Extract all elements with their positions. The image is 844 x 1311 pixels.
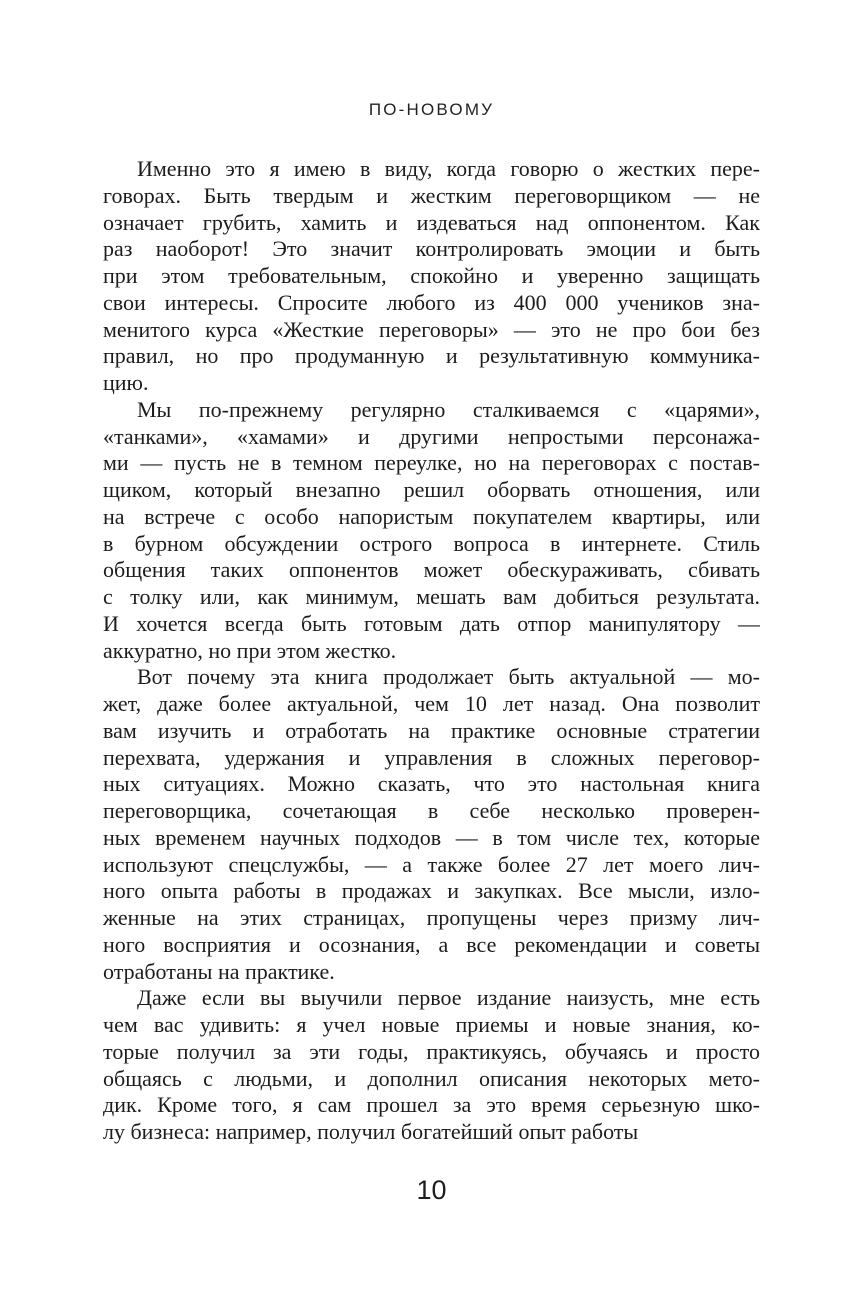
text-line: цию. bbox=[103, 370, 149, 395]
text-line: Вот почему эта книга продолжает быть актуальной — мо- bbox=[137, 664, 760, 690]
text-line: чем вас удивить: я учел новые приемы и новые знания, ко- bbox=[103, 1012, 760, 1037]
text-line: используют спецслужбы, — а также более 27 лет моего лич- bbox=[103, 851, 760, 877]
paragraph bbox=[103, 985, 760, 1146]
text-line: Мы по-прежнему регулярно сталкиваемся с «царями», bbox=[137, 396, 760, 422]
text-line: общения таких оппонентов может обескураживать, сбивать bbox=[103, 557, 760, 583]
running-header: ПО-НОВОМУ bbox=[368, 100, 495, 119]
text-line: общаясь с людьми, и дополнил описания некоторых мето- bbox=[103, 1065, 760, 1091]
text-line: ного опыта работы в продажах и закупках. Все мысли, изло- bbox=[103, 878, 760, 904]
text-line: Именно это я имею в виду, когда говорю о жестких пере- bbox=[137, 156, 760, 181]
text-line: с толку или, как минимум, мешать вам добиться результата. bbox=[103, 584, 760, 609]
text-line: ного восприятия и осознания, а все рекомендации и советы bbox=[103, 931, 760, 957]
text-line: при этом требовательным, спокойно и уверенно защищать bbox=[103, 263, 760, 288]
paragraph bbox=[103, 397, 760, 665]
text-line: вам изучить и отработать на практике основные стратегии bbox=[103, 717, 760, 743]
text-line: означает грубить, хамить и издеваться над оппонентом. Как bbox=[103, 209, 760, 235]
text-line: жет, даже более актуальной, чем 10 лет назад. Она позволит bbox=[103, 691, 760, 716]
text-line: женные на этих страницах, пропущены через призму лич- bbox=[103, 905, 760, 930]
paragraph bbox=[103, 156, 760, 397]
text-line: торые получил за эти годы, практикуясь, обучаясь и просто bbox=[103, 1038, 760, 1064]
text-line: И хочется всегда быть готовым дать отпор манипулятору — bbox=[103, 610, 760, 636]
text-line: говорах. Быть твердым и жестким переговорщиком — не bbox=[103, 182, 760, 208]
text-line: перехвата, удержания и управления в сложных переговор- bbox=[103, 744, 760, 770]
text-line: раз наоборот! Это значит контролировать эмоции и быть bbox=[103, 236, 760, 262]
text-line: «танками», «хамами» и другими непростыми персонажа- bbox=[103, 423, 760, 449]
text-line: отработаны на практике. bbox=[103, 958, 335, 984]
text-line: дик. Кроме того, я сам прошел за это время серьезную шко- bbox=[103, 1092, 760, 1118]
text-line: свои интересы. Спросите любого из 400 000 учеников зна- bbox=[103, 289, 760, 315]
paragraph bbox=[103, 664, 760, 985]
text-line: ных ситуациях. Можно сказать, что это настольная книга bbox=[103, 771, 760, 797]
page-body bbox=[103, 156, 760, 1146]
text-line: лу бизнеса: например, получил богатейший опыт работы bbox=[103, 1119, 639, 1144]
text-line: ми — пусть не в темном переулке, но на переговорах с постав- bbox=[103, 450, 760, 476]
text-line: щиком, который внезапно решил оборвать отношения, или bbox=[103, 477, 760, 502]
text-line: ных временем научных подходов — в том числе тех, которые bbox=[103, 824, 760, 850]
text-line: менитого курса «Жесткие переговоры» — это не про бои без bbox=[103, 316, 760, 342]
text-line: правил, но про продуманную и результативную коммуника- bbox=[103, 343, 760, 369]
text-line: аккуратно, но при этом жестко. bbox=[103, 637, 397, 663]
text-line: в бурном обсуждении острого вопроса в интернете. Стиль bbox=[103, 530, 760, 556]
text-line: переговорщика, сочетающая в себе несколько проверен- bbox=[103, 798, 760, 823]
text-line: на встрече с особо напористым покупателем квартиры, или bbox=[103, 503, 760, 529]
text-line: Даже если вы выучили первое издание наизусть, мне есть bbox=[137, 985, 760, 1011]
page-number: 10 bbox=[416, 1175, 447, 1205]
